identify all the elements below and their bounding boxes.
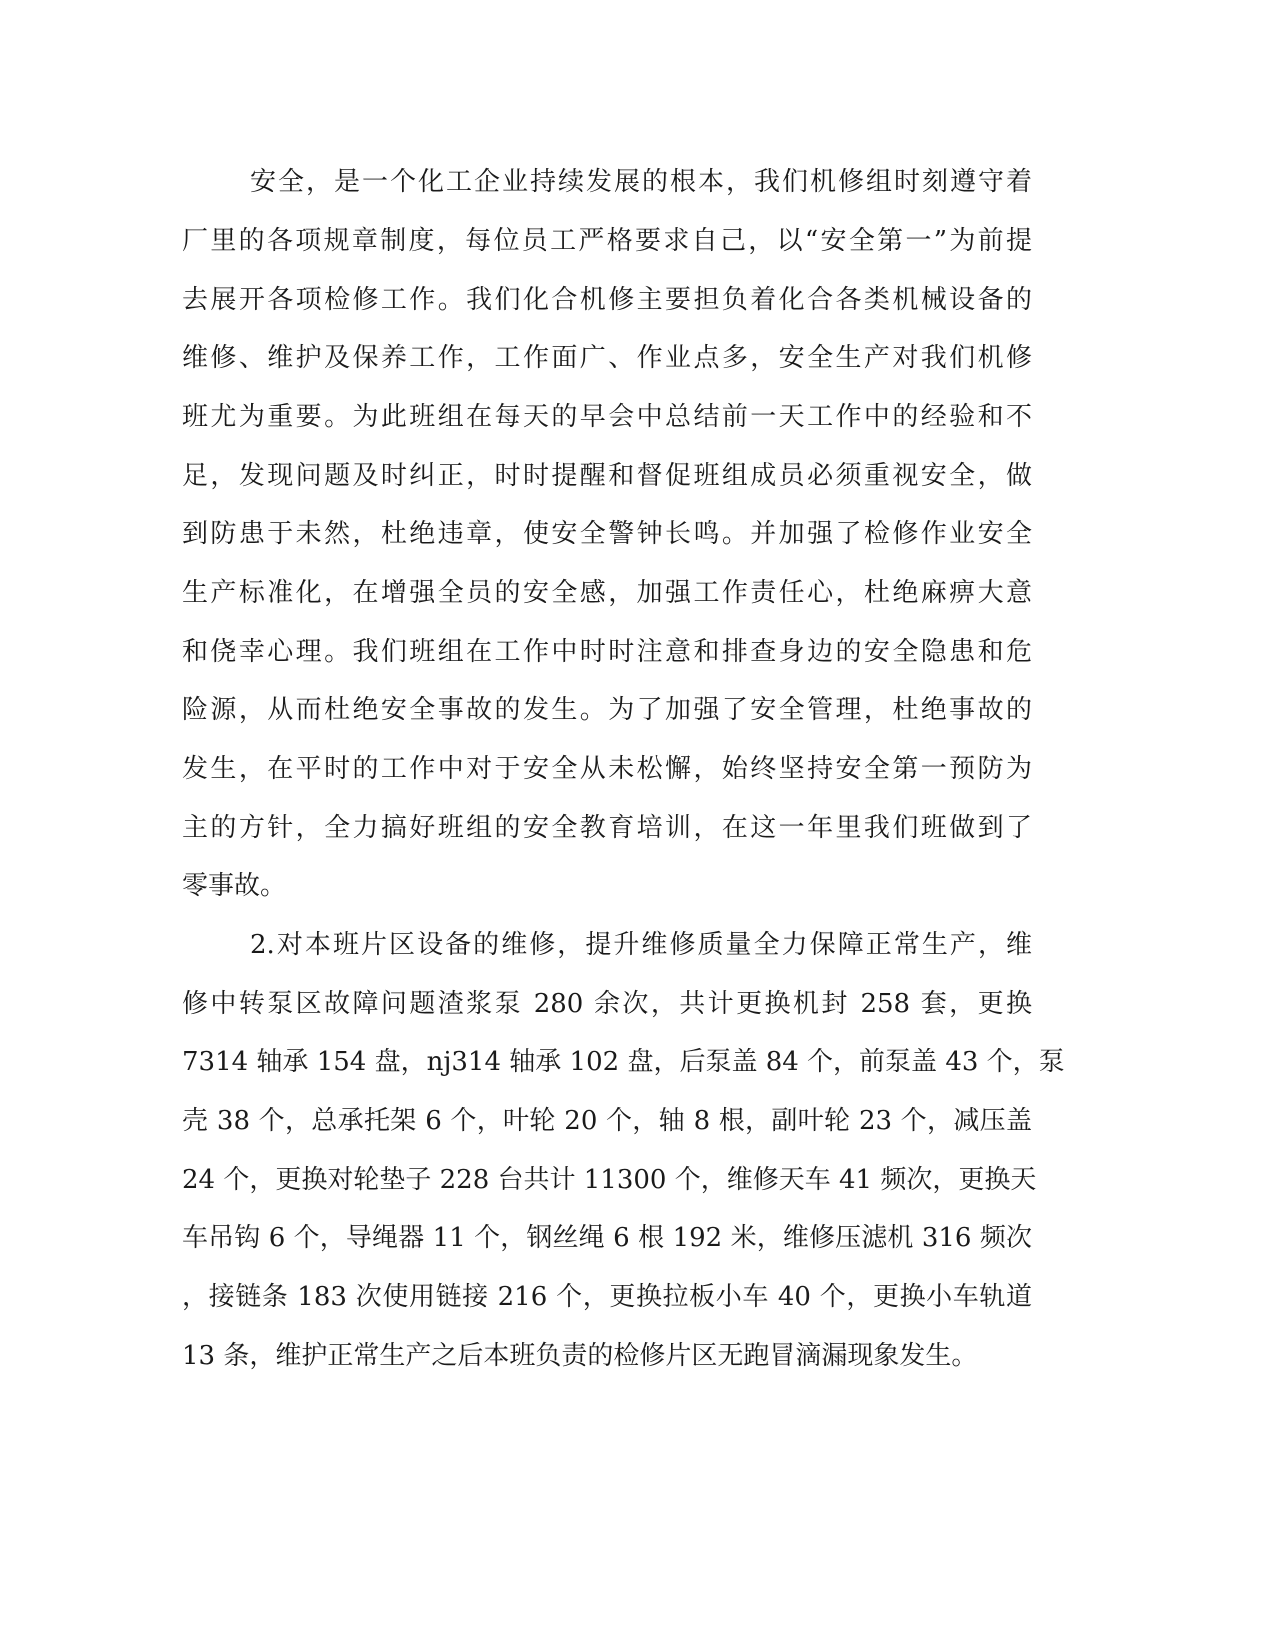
- paragraph-2-line-3: 7314 轴承 154 盘，nj314 轴承 102 盘，后泵盖 84 个，前泵盖 43 个，泵: [182, 1047, 1065, 1077]
- paragraph-2-line-5: 24 个，更换对轮垫子 228 台共计 11300 个，维修天车 41 频次，更换天: [182, 1165, 1037, 1195]
- paragraph-1-line-9: 和侥幸心理。我们班组在工作中时时注意和排查身边的安全隐患和危: [182, 637, 1032, 667]
- paragraph-1-line-8: 生产标准化，在增强全员的安全感，加强工作责任心，杜绝麻痹大意: [182, 578, 1032, 608]
- paragraph-1-line-6: 足，发现问题及时纠正，时时提醒和督促班组成员必须重视安全，做: [182, 461, 1032, 491]
- paragraph-1-line-5: 班尤为重要。为此班组在每天的早会中总结前一天工作中的经验和不: [182, 402, 1032, 432]
- paragraph-1-line-10: 险源，从而杜绝安全事故的发生。为了加强了安全管理，杜绝事故的: [182, 695, 1032, 725]
- paragraph-2-line-4: 壳 38 个，总承托架 6 个，叶轮 20 个，轴 8 根，副叶轮 23 个，减压盖: [182, 1106, 1032, 1136]
- paragraph-2-line-1: 2.对本班片区设备的维修，提升维修质量全力保障正常生产，维: [250, 930, 1032, 960]
- paragraph-2-line-6: 车吊钩 6 个，导绳器 11 个，钢丝绳 6 根 192 米，维修压滤机 316 频次: [182, 1223, 1032, 1253]
- paragraph-2-line-7: ，接链条 183 次使用链接 216 个，更换拉板小车 40 个，更换小车轨道: [182, 1282, 1032, 1312]
- paragraph-2-line-2: 修中转泵区故障问题渣浆泵 280 余次，共计更换机封 258 套，更换: [182, 989, 1032, 1019]
- paragraph-1-line-2: 厂里的各项规章制度，每位员工严格要求自己，以“安全第一”为前提: [182, 226, 1032, 256]
- paragraph-1-line-7: 到防患于未然，杜绝违章，使安全警钟长鸣。并加强了检修作业安全: [182, 519, 1032, 549]
- paragraph-1-line-13: 零事故。: [182, 871, 287, 901]
- paragraph-1-line-3: 去展开各项检修工作。我们化合机修主要担负着化合各类机械设备的: [182, 285, 1032, 315]
- paragraph-2-line-8: 13 条，维护正常生产之后本班负责的检修片区无跑冒滴漏现象发生。: [182, 1341, 978, 1371]
- paragraph-1-line-1: 安全，是一个化工企业持续发展的根本，我们机修组时刻遵守着: [250, 167, 1032, 197]
- paragraph-1-line-11: 发生，在平时的工作中对于安全从未松懈，始终坚持安全第一预防为: [182, 754, 1032, 784]
- paragraph-1-line-12: 主的方针，全力搞好班组的安全教育培训，在这一年里我们班做到了: [182, 813, 1032, 843]
- paragraph-1-line-4: 维修、维护及保养工作，工作面广、作业点多，安全生产对我们机修: [182, 343, 1032, 373]
